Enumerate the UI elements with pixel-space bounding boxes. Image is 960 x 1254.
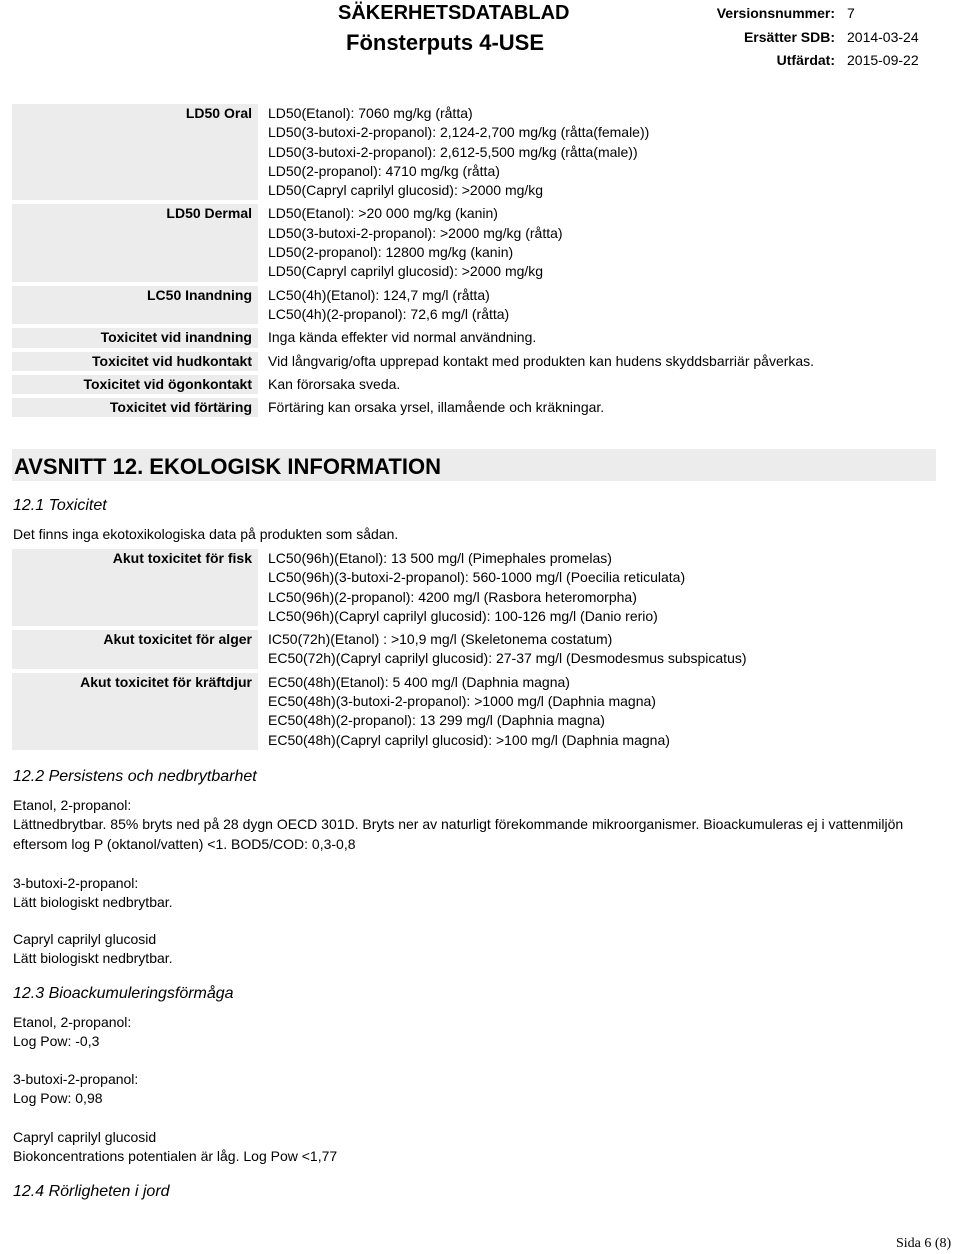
substance-label: 3-butoxi-2-propanol: bbox=[13, 1071, 139, 1087]
row-label: Toxicitet vid hudkontakt bbox=[12, 352, 258, 371]
row-label: LC50 Inandning bbox=[12, 286, 258, 325]
page-number: Sida 6 (8) bbox=[896, 1236, 952, 1251]
substance-text: Lättnedbrytbar. 85% bryts ned på 28 dygn OECD 301D. Bryts ner av naturligt förekommande mikroorganismer. Bioackumuleras ej i vattenmiljön eftersom log P (oktanol/vatten) <1. BOD5/COD: 0,3-0,8 bbox=[13, 816, 904, 852]
table-row bbox=[12, 673, 936, 750]
meta-issued bbox=[695, 49, 919, 73]
row-label: Akut toxicitet för alger bbox=[12, 630, 258, 669]
value-line: LD50(Etanol): >20 000 mg/kg (kanin) bbox=[268, 205, 498, 222]
value-line: Vid långvarig/ofta upprepad kontakt med produkten kan hudens skyddsbarriär påverkas. bbox=[268, 352, 815, 369]
subsection-heading-12-1: 12.1 Toxicitet bbox=[13, 497, 107, 514]
table-row bbox=[12, 398, 936, 417]
row-values bbox=[258, 328, 536, 347]
document-title: SÄKERHETSDATABLAD bbox=[338, 2, 570, 24]
subsection-heading-12-4: 12.4 Rörligheten i jord bbox=[13, 1183, 170, 1200]
meta-label: Utfärdat: bbox=[776, 52, 835, 68]
row-values bbox=[258, 375, 400, 394]
intro-text: Det finns inga ekotoxikologiska data på produkten som sådan. bbox=[13, 526, 399, 542]
value-line: LC50(96h)(Etanol): 13 500 mg/l (Pimephales promelas) bbox=[268, 550, 612, 566]
value-line: LD50(Etanol): 7060 mg/kg (råtta) bbox=[268, 105, 473, 121]
ecotoxicity-table bbox=[12, 549, 936, 754]
value-line: EC50(48h)(2-propanol): 13 299 mg/l (Daphnia magna) bbox=[268, 712, 605, 729]
toxicity-table bbox=[12, 104, 936, 421]
row-label: Akut toxicitet för kräftdjur bbox=[12, 673, 258, 750]
row-values bbox=[258, 549, 685, 626]
substance-label: Capryl caprilyl glucosid bbox=[13, 1129, 157, 1145]
table-row bbox=[12, 549, 936, 626]
table-row bbox=[12, 328, 936, 347]
meta-label: Ersätter SDB: bbox=[743, 28, 835, 45]
value-line: LD50(3-butoxi-2-propanol): 2,612-5,500 mg/kg (råtta(male)) bbox=[268, 143, 638, 160]
value-line: EC50(48h)(Etanol): 5 400 mg/l (Daphnia magna) bbox=[268, 673, 570, 690]
row-label: LD50 Dermal bbox=[12, 204, 258, 281]
paragraph-butoxi-persistence bbox=[13, 874, 933, 913]
value-line: LC50(96h)(3-butoxi-2-propanol): 560-1000 mg/l (Poecilia reticulata) bbox=[268, 569, 686, 586]
product-name: Fönsterputs 4-USE bbox=[346, 30, 545, 55]
value-line: LD50(Capryl caprilyl glucosid): >2000 mg/kg bbox=[268, 263, 544, 280]
substance-label: Etanol, 2-propanol: bbox=[13, 797, 132, 813]
meta-version bbox=[695, 2, 919, 26]
paragraph-butoxi-bioacc bbox=[13, 1070, 933, 1109]
row-values bbox=[258, 673, 670, 750]
value-line: LC50(96h)(Capryl caprilyl glucosid): 100-126 mg/l (Danio rerio) bbox=[268, 607, 658, 624]
value-line: LD50(3-butoxi-2-propanol): >2000 mg/kg (råtta) bbox=[268, 224, 563, 241]
row-values bbox=[258, 286, 509, 325]
paragraph-capryl-bioacc bbox=[13, 1128, 933, 1167]
value-line: EC50(48h)(Capryl caprilyl glucosid): >100 mg/l (Daphnia magna) bbox=[268, 731, 670, 748]
row-values bbox=[258, 398, 604, 417]
value-line: Förtäring kan orsaka yrsel, illamående och kräkningar. bbox=[268, 399, 605, 416]
substance-text: Biokoncentrations potentialen är låg. Log Pow <1,77 bbox=[13, 1148, 338, 1165]
row-label: Toxicitet vid förtäring bbox=[12, 398, 258, 417]
value-line: LC50(4h)(2-propanol): 72,6 mg/l (råtta) bbox=[268, 305, 510, 322]
section-heading: AVSNITT 12. EKOLOGISK INFORMATION bbox=[12, 449, 936, 481]
subsection-heading-12-2: 12.2 Persistens och nedbrytbarhet bbox=[13, 768, 257, 785]
table-row bbox=[12, 630, 936, 669]
value-line: EC50(72h)(Capryl caprilyl glucosid): 27-37 mg/l (Desmodesmus subspicatus) bbox=[268, 650, 747, 667]
substance-label: Etanol, 2-propanol: bbox=[13, 1014, 132, 1030]
subsection-heading-12-3: 12.3 Bioackumuleringsförmåga bbox=[13, 985, 234, 1002]
table-row bbox=[12, 104, 936, 200]
value-line: LD50(2-propanol): 4710 mg/kg (råtta) bbox=[268, 162, 500, 179]
meta-value: 2015-09-22 bbox=[847, 52, 919, 68]
value-line: LD50(Capryl caprilyl glucosid): >2000 mg/kg bbox=[268, 182, 544, 199]
value-line: LC50(96h)(2-propanol): 4200 mg/l (Rasbora heteromorpha) bbox=[268, 588, 637, 605]
paragraph-etanol-persistence bbox=[13, 796, 933, 854]
row-values bbox=[258, 204, 563, 281]
substance-text: Lätt biologiskt nedbrytbar. bbox=[13, 894, 173, 911]
row-label: Toxicitet vid ögonkontakt bbox=[12, 375, 258, 394]
meta-replaces bbox=[695, 26, 919, 50]
substance-text: Log Pow: -0,3 bbox=[13, 1033, 100, 1050]
value-line: IC50(72h)(Etanol) : >10,9 mg/l (Skeletonema costatum) bbox=[268, 631, 613, 648]
table-row bbox=[12, 204, 936, 281]
meta-value: 7 bbox=[847, 5, 855, 21]
row-label: Akut toxicitet för fisk bbox=[12, 549, 258, 626]
table-row bbox=[12, 375, 936, 394]
table-row bbox=[12, 286, 936, 325]
table-row bbox=[12, 352, 936, 371]
value-line: LC50(4h)(Etanol): 124,7 mg/l (råtta) bbox=[268, 286, 490, 303]
meta-value: 2014-03-24 bbox=[847, 28, 919, 45]
row-values bbox=[258, 630, 747, 669]
meta-label: Versionsnummer: bbox=[716, 5, 835, 21]
value-line: LD50(2-propanol): 12800 mg/kg (kanin) bbox=[268, 244, 514, 261]
row-values bbox=[258, 352, 814, 371]
row-label: Toxicitet vid inandning bbox=[12, 328, 258, 347]
value-line: Inga kända effekter vid normal användning. bbox=[268, 329, 537, 346]
substance-label: Capryl caprilyl glucosid bbox=[13, 931, 157, 947]
substance-text: Lätt biologiskt nedbrytbar. bbox=[13, 950, 173, 967]
value-line: Kan förorsaka sveda. bbox=[268, 375, 401, 392]
value-line: EC50(48h)(3-butoxi-2-propanol): >1000 mg/l (Daphnia magna) bbox=[268, 693, 656, 710]
header-meta bbox=[695, 2, 919, 73]
row-values bbox=[258, 104, 649, 200]
substance-text: Log Pow: 0,98 bbox=[13, 1090, 103, 1107]
paragraph-etanol-bioacc bbox=[13, 1013, 933, 1052]
substance-label: 3-butoxi-2-propanol: bbox=[13, 875, 139, 891]
row-label: LD50 Oral bbox=[12, 104, 258, 200]
value-line: LD50(3-butoxi-2-propanol): 2,124-2,700 mg/kg (råtta(female)) bbox=[268, 124, 650, 141]
paragraph-capryl-persistence bbox=[13, 930, 933, 969]
